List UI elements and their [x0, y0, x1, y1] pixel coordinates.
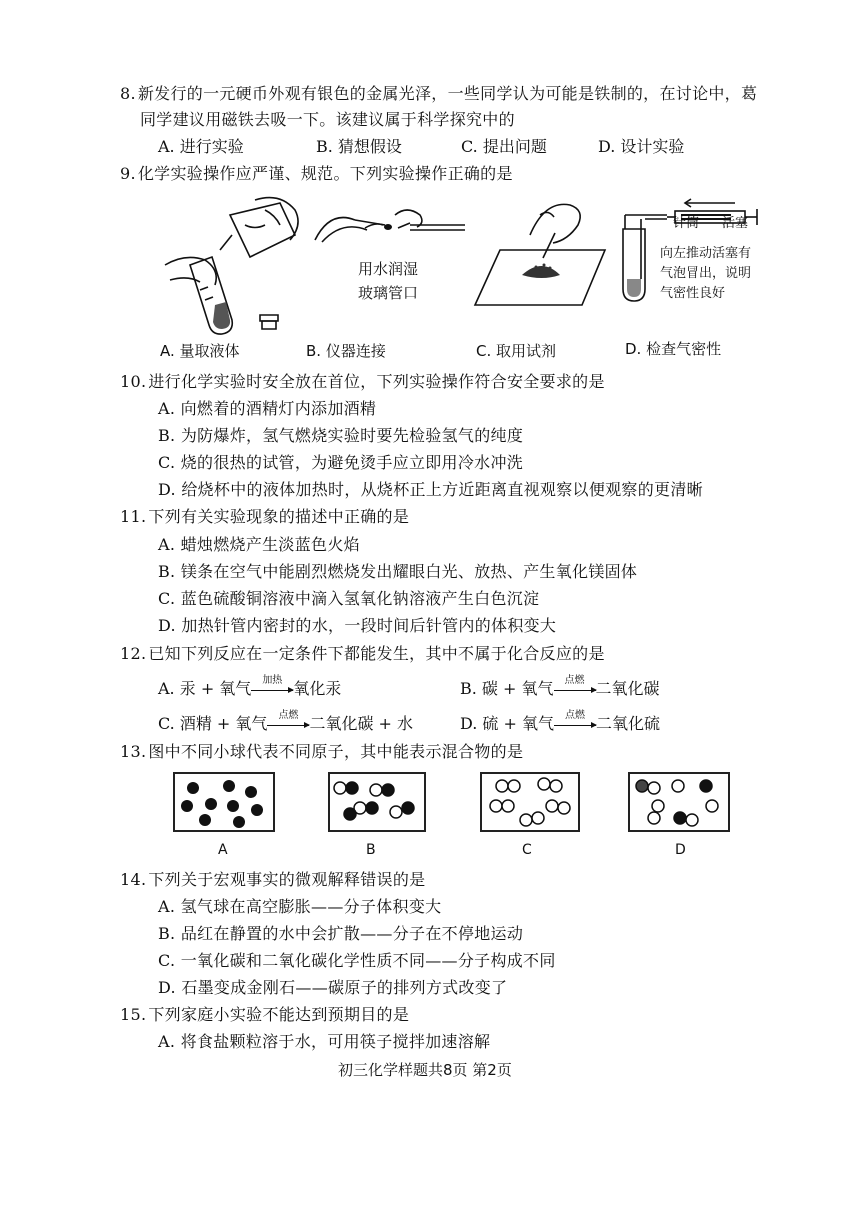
q12-option-a: A. 汞 + 氧气 加热 氧化汞 [158, 675, 342, 698]
page-footer: 初三化学样题共8页 第2页 [338, 1061, 512, 1079]
reaction-arrow: 点燃 [267, 723, 309, 726]
molecule-box-c [480, 772, 580, 832]
q15-option-a: A. 将食盐颗粒溶于水，可用筷子搅拌加速溶解 [158, 1032, 491, 1051]
fig-d-text-3: 气密性良好 [660, 286, 726, 301]
reaction-arrow: 点燃 [554, 688, 596, 691]
syringe-label: 针筒 [673, 216, 700, 231]
reaction-arrow: 点燃 [554, 723, 596, 726]
q10-option-b: B. 为防爆炸，氢气燃烧实验时要先检验氢气的纯度 [158, 426, 524, 445]
box-label-d: D [675, 842, 686, 858]
q12-option-b: B. 碳 + 氧气 点燃 二氧化碳 [460, 675, 660, 698]
plunger-label: 活塞 [722, 216, 749, 231]
q15-stem: 15. 下列家庭小实验不能达到预期目的是 [120, 1005, 410, 1024]
molecule-box-d [628, 772, 730, 832]
q12-option-c: C. 酒精 + 氧气 点燃 二氧化碳 + 水 [158, 710, 414, 733]
q8-option-c: C. 提出问题 [461, 137, 547, 156]
q14-option-a: A. 氢气球在高空膨胀——分子体积变大 [158, 897, 442, 916]
q8-line2: 同学建议用磁铁去吸一下。该建议属于科学探究中的 [140, 110, 515, 129]
fig-d-text-1: 向左推动活塞有 [660, 246, 752, 261]
q11-stem: 11. 下列有关实验现象的描述中正确的是 [120, 507, 410, 526]
reaction-arrow: 加热 [251, 688, 293, 691]
box-label-b: B [366, 842, 376, 858]
q11-option-a: A. 蜡烛燃烧产生淡蓝色火焰 [158, 535, 360, 554]
fig-b-text-2: 玻璃管口 [358, 284, 419, 302]
q8-option-d: D. 设计实验 [598, 137, 685, 156]
q14-option-c: C. 一氧化碳和二氧化碳化学性质不同——分子构成不同 [158, 951, 556, 970]
q14-option-d: D. 石墨变成金刚石——碳原子的排列方式改变了 [158, 978, 508, 997]
q11-option-d: D. 加热针管内密封的水，一段时间后针管内的体积变大 [158, 616, 557, 635]
q10-option-d: D. 给烧杯中的液体加热时，从烧杯正上方近距离直视观察以便观察的更清晰 [158, 480, 703, 499]
box-label-c: C [522, 842, 532, 858]
q12-option-d: D. 硫 + 氧气 点燃 二氧化硫 [460, 710, 661, 733]
q10-stem: 10. 进行化学实验时安全放在首位，下列实验操作符合安全要求的是 [120, 372, 605, 391]
fig-d-text-2: 气泡冒出，说明 [660, 266, 752, 281]
q14-option-b: B. 品红在静置的水中会扩散——分子在不停地运动 [158, 924, 524, 943]
q8-option-b: B. 猜想假设 [316, 137, 402, 156]
q11-option-c: C. 蓝色硫酸铜溶液中滴入氢氧化钠溶液产生白色沉淀 [158, 589, 540, 608]
q8-option-a: A. 进行实验 [158, 137, 244, 156]
molecule-box-b [328, 772, 426, 832]
q8-line1: 8. 新发行的一元硬币外观有银色的金属光泽，一些同学认为可能是铁制的，在讨论中，葛 [120, 84, 758, 103]
q9-stem: 9. 化学实验操作应严谨、规范。下列实验操作正确的是 [120, 164, 513, 183]
q9-caption-a: A. 量取液体 [160, 342, 240, 360]
molecule-box-a [173, 772, 275, 832]
fig-b-text-1: 用水润湿 [358, 260, 419, 278]
q10-option-a: A. 向燃着的酒精灯内添加酒精 [158, 399, 377, 418]
q10-option-c: C. 烧的很热的试管，为避免烫手应立即用冷水冲洗 [158, 453, 524, 472]
q9-caption-b: B. 仪器连接 [306, 342, 386, 360]
q12-stem: 12. 已知下列反应在一定条件下都能发生，其中不属于化合反应的是 [120, 644, 605, 663]
q13-stem: 13. 图中不同小球代表不同原子，其中能表示混合物的是 [120, 742, 524, 761]
fig-connect-instruments [310, 200, 470, 250]
q9-caption-c: C. 取用试剂 [476, 342, 557, 360]
q9-caption-d: D. 检查气密性 [625, 340, 722, 358]
q11-option-b: B. 镁条在空气中能剧烈燃烧发出耀眼白光、放热、产生氧化镁固体 [158, 562, 638, 581]
fig-measure-liquid [160, 195, 310, 340]
box-label-a: A [218, 842, 228, 858]
q14-stem: 14. 下列关于宏观事实的微观解释错误的是 [120, 870, 426, 889]
fig-take-reagent [470, 195, 610, 315]
